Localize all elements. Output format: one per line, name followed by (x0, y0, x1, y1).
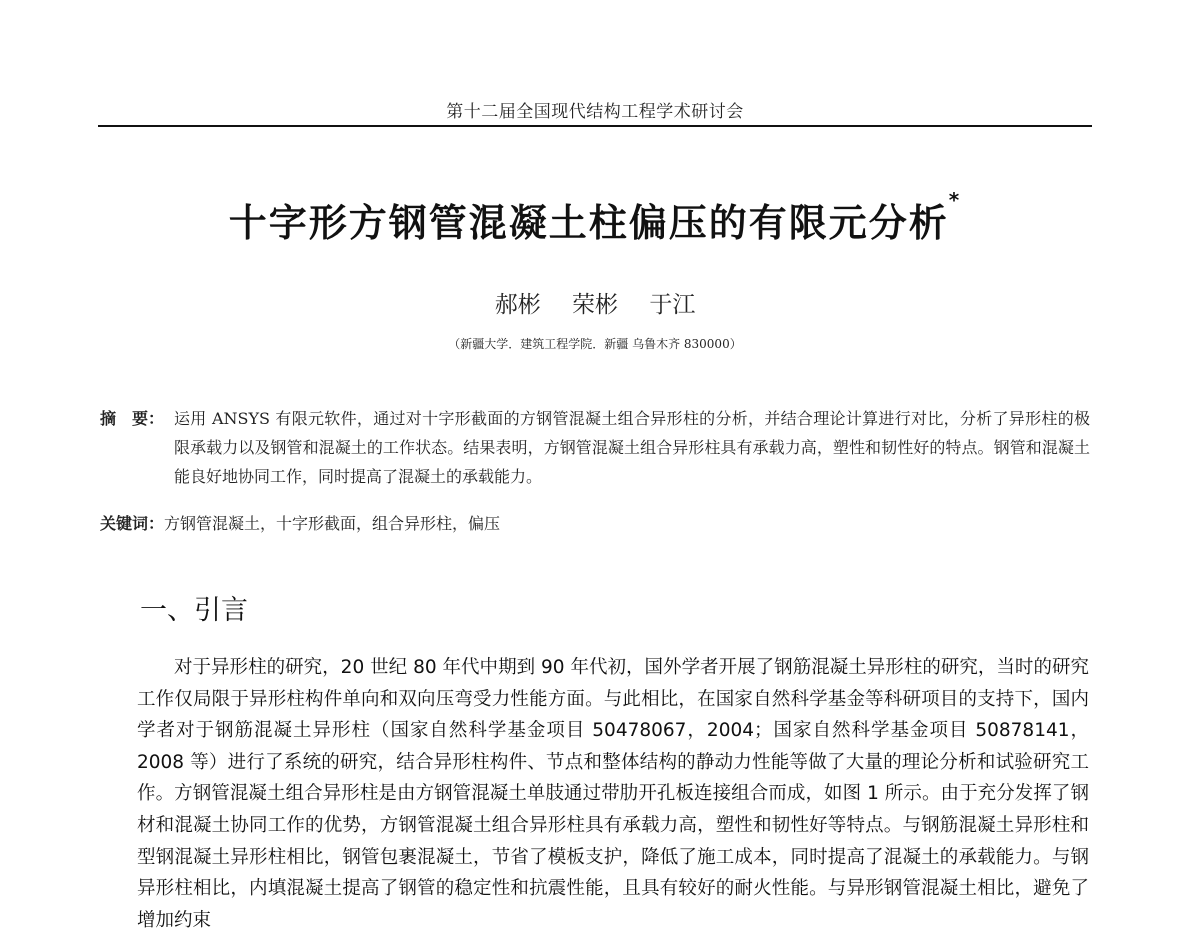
keywords-body: 方钢管混凝土，十字形截面，组合异形柱，偏压 (164, 514, 501, 533)
affiliation: （新疆大学．建筑工程学院．新疆 乌鲁木齐 830000） (448, 337, 742, 351)
title-footnote-mark: * (948, 188, 962, 212)
header-rule (98, 125, 1092, 127)
author-2: 荣彬 (572, 292, 618, 318)
author-1: 郝彬 (494, 292, 541, 318)
abstract (100, 404, 1090, 491)
section-heading: 一、引言 (140, 595, 248, 626)
abstract-label: 摘 要： (100, 409, 165, 428)
keywords-label: 关键词： (100, 514, 165, 533)
abstract-body: 运用 ANSYS 有限元软件，通过对十字形截面的方钢管混凝土组合异形柱的分析，并结合理论计算进行对比，分析了异形柱的极限承载力以及钢管和混凝土的工作状态。结果表明，方钢管混凝土组合异形柱具有承载力高，塑性和韧性好的特点。钢管和混凝土能良好地协同工作，同时提高了混凝土的承载能力。 (174, 409, 1090, 486)
author-list (98, 286, 1092, 319)
running-header: 第十二届全国现代结构工程学术研讨会 (446, 102, 744, 122)
paper-title (98, 188, 1092, 247)
author-3: 于江 (649, 292, 696, 318)
paper-title-text: 十字形方钢管混凝土柱偏压的有限元分析 (228, 201, 949, 245)
section-paragraph: 对于异形柱的研究，20 世纪 80 年代中期到 90 年代初，国外学者开展了钢筋混凝土异形柱的研究，当时的研究工作仅局限于异形柱构件单向和双向压弯受力性能方面。与此相比，在国家自然科学基金等科研项目的支持下，国内学者对于钢筋混凝土异形柱（国家自然科学基金项目 50478067，2004；国家自然科学基金项目 50878141，2008 等）进行了系统的研究，结合异形柱构件、节点和整体结构的静动力性能等做了大量的理论分析和试验研究工作。方钢管混凝土组合异形柱是由方钢管混凝土单肢通过带肋开孔板连接组合而成，如图 1 所示。由于充分发挥了钢材和混凝土协同工作的优势，方钢管混凝土组合异形柱具有承载力高，塑性和韧性好等特点。与钢筋混凝土异形柱和型钢混凝土异形柱相比，钢管包裹混凝土，节省了模板支护，降低了施工成本，同时提高了混凝土的承载能力。与钢异形柱相比，内填混凝土提高了钢管的稳定性和抗震性能，且具有较好的耐火性能。与异形钢管混凝土相比，避免了增加约束 (137, 657, 1089, 931)
keywords (100, 509, 1090, 538)
